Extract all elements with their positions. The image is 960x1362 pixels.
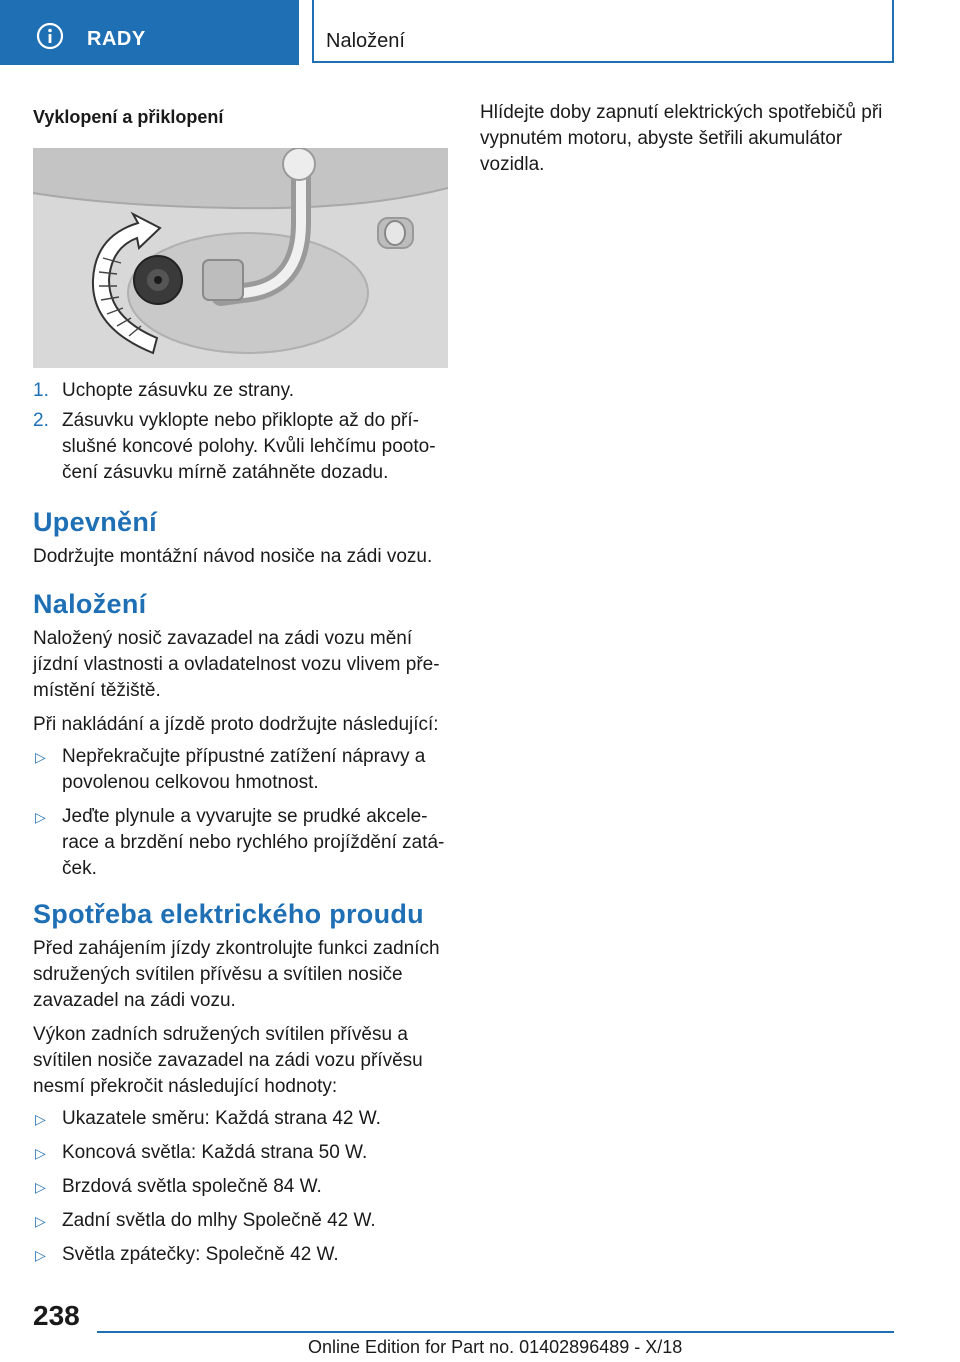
footer-edition-text: Online Edition for Part no. 01402896489 - X/18 bbox=[308, 1337, 683, 1357]
list-item bbox=[33, 408, 453, 486]
list-item bbox=[33, 1174, 453, 1200]
bullet-list bbox=[33, 1106, 453, 1268]
paragraph: Před zahájením jízdy zkontrolujte funkci zadních sdružených svítilen přívěsu a svítilen nosiče zavazadel na zádi vozu. bbox=[33, 938, 440, 1011]
footer-rule bbox=[97, 1331, 894, 1333]
paragraph: Dodržujte montážní návod nosiče na zádi vozu. bbox=[33, 546, 433, 567]
paragraph: Výkon zadních sdružených svítilen přívěsu a svítilen nosiče zavazadel na zádi vozu přívěsu nesmí překročit následující hodnoty: bbox=[33, 1024, 423, 1097]
step-number: 1. bbox=[33, 380, 49, 401]
list-item bbox=[33, 1242, 453, 1268]
bullet-triangle-icon: ▷ bbox=[35, 749, 46, 765]
bullet-triangle-icon: ▷ bbox=[35, 1179, 46, 1195]
list-item bbox=[33, 744, 453, 796]
bullet-triangle-icon: ▷ bbox=[35, 1111, 46, 1127]
bullet-text: Jeďte plynule a vyvarujte se prudké akcelerace a brzdění nebo rychlého projíždění zatáček. bbox=[62, 806, 445, 879]
paragraph: Při nakládání a jízdě proto dodržujte následující: bbox=[33, 714, 439, 735]
list-item bbox=[33, 1106, 453, 1132]
bullet-text: Brzdová světla společně 84 W. bbox=[62, 1176, 322, 1197]
bullet-text: Nepřekračujte přípustné zatížení nápravy a povolenou celkovou hmotnost. bbox=[62, 746, 426, 793]
section-title: Naložení bbox=[326, 30, 405, 52]
paragraph: Hlídejte doby zapnutí elektrických spotřebičů při vypnutém motoru, abyste šetřili akumulátor vozidla. bbox=[480, 102, 883, 175]
list-item bbox=[33, 1208, 453, 1234]
heading-spotreba: Spotřeba elektrického proudu bbox=[33, 899, 424, 929]
right-column bbox=[480, 100, 900, 178]
paragraph: Naložený nosič zavazadel na zádi vozu mění jízdní vlastnosti a ovladatelnost vozu vlivem přemístění těžiště. bbox=[33, 628, 440, 701]
info-icon bbox=[36, 22, 64, 50]
bullet-text: Ukazatele směru: Každá strana 42 W. bbox=[62, 1108, 381, 1129]
heading-nalozeni: Naložení bbox=[33, 589, 147, 619]
bullet-text: Koncová světla: Každá strana 50 W. bbox=[62, 1142, 368, 1163]
header-tab-label: RADY bbox=[87, 28, 146, 50]
bullet-triangle-icon: ▷ bbox=[35, 1145, 46, 1161]
tow-hook-socket-illustration bbox=[33, 148, 448, 368]
step-text: Zásuvku vyklopte nebo přiklopte až do příslušné koncové polohy. Kvůli lehčímu pootočení zásuvku mírně zatáhněte dozadu. bbox=[62, 410, 436, 483]
heading-upevneni: Upevnění bbox=[33, 507, 157, 537]
left-column bbox=[33, 100, 453, 1278]
step-text: Uchopte zásuvku ze strany. bbox=[62, 380, 294, 401]
bullet-list bbox=[33, 744, 453, 882]
page-number: 238 bbox=[33, 1300, 80, 1331]
header-tab bbox=[0, 0, 299, 65]
list-item bbox=[33, 804, 453, 882]
subheading: Vyklopení a přiklopení bbox=[33, 107, 224, 127]
step-number: 2. bbox=[33, 410, 49, 431]
bullet-triangle-icon: ▷ bbox=[35, 1247, 46, 1263]
bullet-triangle-icon: ▷ bbox=[35, 1213, 46, 1229]
bullet-text: Zadní světla do mlhy Společně 42 W. bbox=[62, 1210, 376, 1231]
bullet-text: Světla zpátečky: Společně 42 W. bbox=[62, 1244, 339, 1265]
steps-list bbox=[33, 378, 453, 486]
bullet-triangle-icon: ▷ bbox=[35, 809, 46, 825]
list-item bbox=[33, 378, 453, 404]
list-item bbox=[33, 1140, 453, 1166]
